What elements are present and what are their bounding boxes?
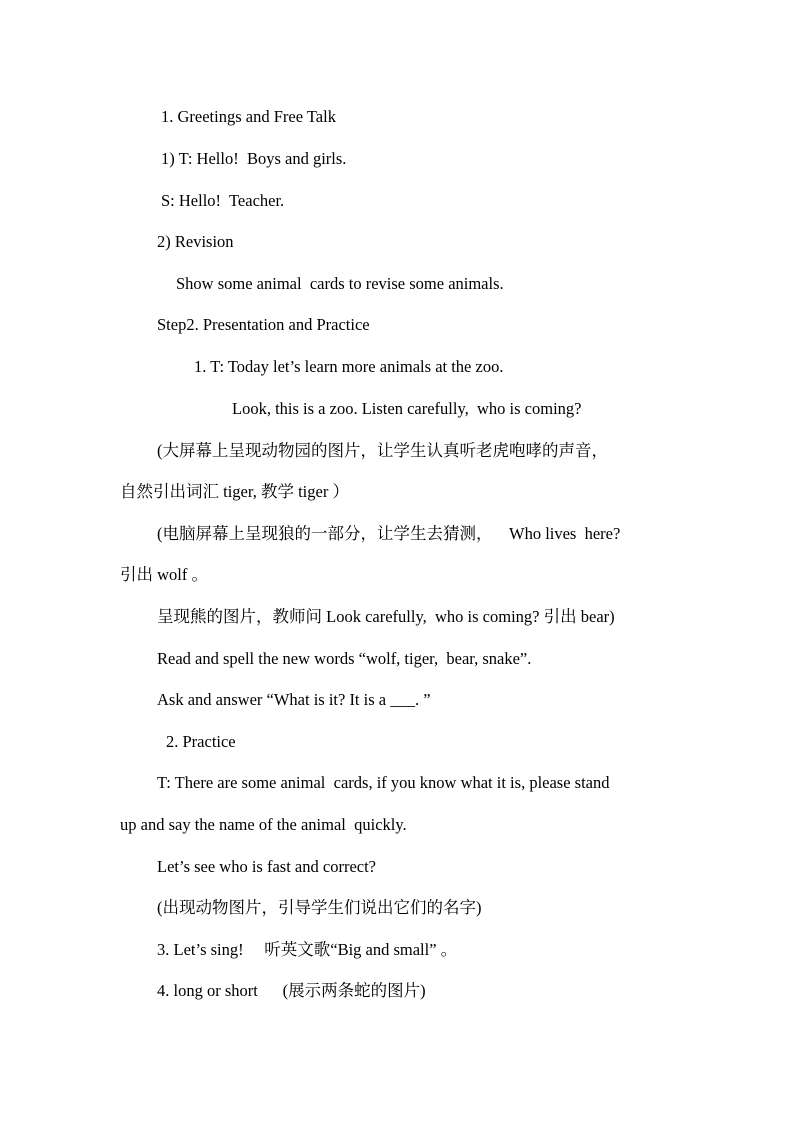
section-heading-greetings: 1. Greetings and Free Talk	[161, 107, 336, 126]
paragraph-teacher-zoo: 1. T: Today let’s learn more animals at the zoo.	[194, 357, 504, 376]
paragraph-animal-cards-continued: up and say the name of the animal quickly.	[120, 815, 407, 834]
paragraph-long-short: 4. long or short (展示两条蛇的图片)	[157, 981, 426, 1000]
paragraph-fast-correct: Let’s see who is fast and correct?	[157, 857, 376, 876]
paragraph-bear-note: 呈现熊的图片，教师问 Look carefully, who is coming? 引出 bear)	[157, 607, 615, 626]
paragraph-show-pictures: (出现动物图片，引导学生们说出它们的名字)	[157, 898, 482, 917]
paragraph-tiger-note: (大屏幕上呈现动物园的图片，让学生认真听老虎咆哮的声音，	[157, 441, 608, 460]
subheading-revision: 2) Revision	[157, 232, 234, 251]
paragraph-sing: 3. Let’s sing! 听英文歌“Big and small” 。	[157, 940, 458, 959]
dialogue-line-students-hello: S: Hello! Teacher.	[161, 191, 285, 210]
paragraph-listen-carefully: Look, this is a zoo. Listen carefully, who is coming?	[232, 399, 582, 418]
paragraph-tiger-note-continued: 自然引出词汇 tiger, 教学 tiger ）	[120, 482, 349, 501]
paragraph-animal-cards: T: There are some animal cards, if you know what it is, please stand	[157, 773, 610, 792]
paragraph-revision: Show some animal cards to revise some animals.	[176, 274, 504, 293]
paragraph-wolf-note-continued: 引出 wolf 。	[120, 565, 208, 584]
paragraph-read-spell: Read and spell the new words “wolf, tiger, bear, snake”.	[157, 649, 532, 668]
paragraph-wolf-note: (电脑屏幕上呈现狼的一部分，让学生去猜测， Who lives here?	[157, 524, 621, 543]
paragraph-ask-answer: Ask and answer “What is it? It is a ___. ”	[157, 690, 431, 709]
subheading-practice: 2. Practice	[166, 732, 236, 751]
dialogue-line-teacher-hello: 1) T: Hello! Boys and girls.	[161, 149, 347, 168]
section-heading-presentation: Step2. Presentation and Practice	[157, 315, 370, 334]
